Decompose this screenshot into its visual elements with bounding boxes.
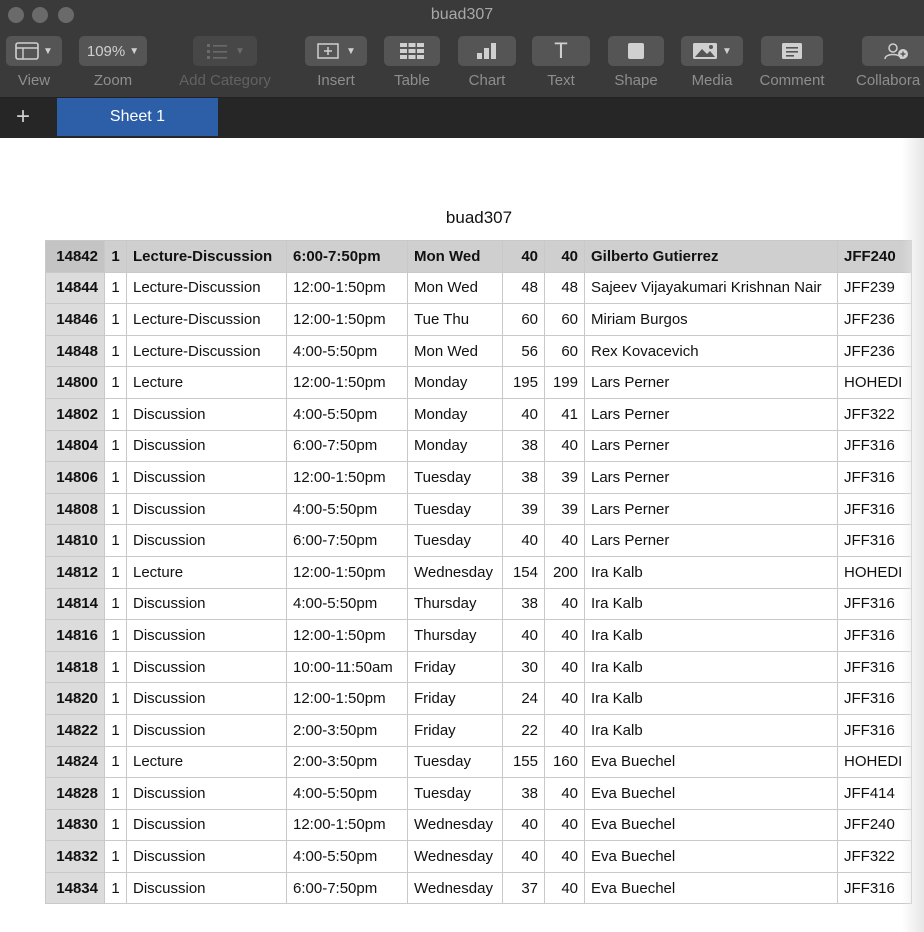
days-cell[interactable]: Friday bbox=[408, 683, 503, 715]
section-cell[interactable]: 14820 bbox=[46, 683, 105, 715]
seats-cell[interactable]: 60 bbox=[545, 335, 585, 367]
table-row[interactable] bbox=[46, 556, 912, 588]
units-cell[interactable]: 1 bbox=[105, 809, 127, 841]
time-cell[interactable]: 6:00-7:50pm bbox=[287, 872, 408, 904]
section-cell[interactable]: 14816 bbox=[46, 620, 105, 652]
table-row[interactable] bbox=[46, 620, 912, 652]
table-row[interactable] bbox=[46, 746, 912, 778]
type-cell[interactable]: Lecture-Discussion bbox=[127, 241, 287, 273]
seats-cell[interactable]: 40 bbox=[545, 588, 585, 620]
chevron-down-icon: ▼ bbox=[129, 45, 140, 57]
chevron-down-icon: ▼ bbox=[722, 45, 732, 57]
toolbar bbox=[0, 32, 924, 98]
canvas-edge-shadow bbox=[902, 138, 924, 932]
table-row[interactable] bbox=[46, 462, 912, 494]
list-icon bbox=[205, 42, 231, 60]
table-title[interactable]: buad307 bbox=[445, 208, 513, 227]
registered-cell[interactable]: 39 bbox=[503, 493, 545, 525]
time-cell[interactable]: 12:00-1:50pm bbox=[287, 556, 408, 588]
location-cell[interactable]: HOHEDI bbox=[838, 746, 912, 778]
days-cell[interactable]: Wednesday bbox=[408, 841, 503, 873]
type-cell[interactable]: Discussion bbox=[127, 809, 287, 841]
registered-cell[interactable]: 38 bbox=[503, 430, 545, 462]
location-cell[interactable]: JFF316 bbox=[838, 462, 912, 494]
type-cell[interactable]: Lecture bbox=[127, 556, 287, 588]
seats-cell[interactable]: 40 bbox=[545, 841, 585, 873]
chevron-down-icon: ▼ bbox=[346, 45, 356, 57]
units-cell[interactable]: 1 bbox=[105, 778, 127, 810]
time-cell[interactable]: 12:00-1:50pm bbox=[287, 367, 408, 399]
days-cell[interactable]: Friday bbox=[408, 651, 503, 683]
zoom-value: 109% bbox=[86, 42, 126, 60]
insert-tool[interactable] bbox=[304, 36, 368, 94]
time-cell[interactable]: 6:00-7:50pm bbox=[287, 430, 408, 462]
units-cell[interactable]: 1 bbox=[105, 335, 127, 367]
media-button[interactable] bbox=[681, 36, 743, 66]
type-cell[interactable]: Discussion bbox=[127, 525, 287, 557]
location-cell[interactable]: JFF316 bbox=[838, 525, 912, 557]
chart-icon bbox=[474, 42, 500, 60]
text-label: Text bbox=[547, 72, 575, 89]
units-cell[interactable]: 1 bbox=[105, 746, 127, 778]
section-cell[interactable]: 14808 bbox=[46, 493, 105, 525]
table-row[interactable] bbox=[46, 272, 912, 304]
units-cell[interactable]: 1 bbox=[105, 683, 127, 715]
units-cell[interactable]: 1 bbox=[105, 841, 127, 873]
days-cell[interactable]: Tuesday bbox=[408, 493, 503, 525]
type-cell[interactable]: Discussion bbox=[127, 620, 287, 652]
instructor-cell[interactable]: Miriam Burgos bbox=[585, 304, 838, 336]
insert-button[interactable] bbox=[305, 36, 367, 66]
days-cell[interactable]: Tuesday bbox=[408, 746, 503, 778]
registered-cell[interactable]: 37 bbox=[503, 872, 545, 904]
days-cell[interactable]: Tuesday bbox=[408, 778, 503, 810]
units-cell[interactable]: 1 bbox=[105, 398, 127, 430]
table-icon bbox=[399, 42, 425, 60]
add-category-button[interactable] bbox=[193, 36, 257, 66]
days-cell[interactable]: Tuesday bbox=[408, 525, 503, 557]
units-cell[interactable]: 1 bbox=[105, 367, 127, 399]
days-cell[interactable]: Wednesday bbox=[408, 809, 503, 841]
instructor-cell[interactable]: Gilberto Gutierrez bbox=[585, 241, 838, 273]
table-row[interactable] bbox=[46, 588, 912, 620]
section-cell[interactable]: 14810 bbox=[46, 525, 105, 557]
chart-button[interactable] bbox=[458, 36, 516, 66]
type-cell[interactable]: Discussion bbox=[127, 872, 287, 904]
table-row[interactable] bbox=[46, 683, 912, 715]
location-cell[interactable]: JFF316 bbox=[838, 430, 912, 462]
time-cell[interactable]: 4:00-5:50pm bbox=[287, 841, 408, 873]
seats-cell[interactable]: 200 bbox=[545, 556, 585, 588]
type-cell[interactable]: Discussion bbox=[127, 841, 287, 873]
instructor-cell[interactable]: Sajeev Vijayakumari Krishnan Nair bbox=[585, 272, 838, 304]
location-cell[interactable]: JFF240 bbox=[838, 809, 912, 841]
type-cell[interactable]: Lecture bbox=[127, 367, 287, 399]
section-cell[interactable]: 14842 bbox=[46, 241, 105, 273]
registered-cell[interactable]: 40 bbox=[503, 525, 545, 557]
collaborate-label: Collabora bbox=[856, 72, 921, 89]
registered-cell[interactable]: 24 bbox=[503, 683, 545, 715]
table-row[interactable] bbox=[46, 778, 912, 810]
units-cell[interactable]: 1 bbox=[105, 588, 127, 620]
media-label: Media bbox=[691, 72, 733, 89]
section-cell[interactable]: 14846 bbox=[46, 304, 105, 336]
sheet-canvas bbox=[0, 138, 924, 932]
text-icon: T bbox=[554, 38, 568, 63]
location-cell[interactable]: JFF316 bbox=[838, 651, 912, 683]
instructor-cell[interactable]: Ira Kalb bbox=[585, 588, 838, 620]
units-cell[interactable]: 1 bbox=[105, 272, 127, 304]
seats-cell[interactable]: 41 bbox=[545, 398, 585, 430]
insert-icon bbox=[316, 42, 342, 60]
registered-cell[interactable]: 195 bbox=[503, 367, 545, 399]
units-cell[interactable]: 1 bbox=[105, 462, 127, 494]
seats-cell[interactable]: 48 bbox=[545, 272, 585, 304]
collaborate-button[interactable] bbox=[862, 36, 924, 66]
text-tool[interactable] bbox=[530, 36, 592, 94]
type-cell[interactable]: Discussion bbox=[127, 398, 287, 430]
chevron-down-icon: ▼ bbox=[235, 45, 245, 57]
table-row[interactable] bbox=[46, 398, 912, 430]
time-cell[interactable]: 4:00-5:50pm bbox=[287, 493, 408, 525]
type-cell[interactable]: Lecture-Discussion bbox=[127, 304, 287, 336]
location-cell[interactable]: JFF316 bbox=[838, 872, 912, 904]
time-cell[interactable]: 4:00-5:50pm bbox=[287, 398, 408, 430]
time-cell[interactable]: 6:00-7:50pm bbox=[287, 241, 408, 273]
seats-cell[interactable]: 40 bbox=[545, 683, 585, 715]
section-cell[interactable]: 14800 bbox=[46, 367, 105, 399]
registered-cell[interactable]: 60 bbox=[503, 304, 545, 336]
instructor-cell[interactable]: Eva Buechel bbox=[585, 778, 838, 810]
time-cell[interactable]: 12:00-1:50pm bbox=[287, 809, 408, 841]
instructor-cell[interactable]: Lars Perner bbox=[585, 398, 838, 430]
days-cell[interactable]: Mon Wed bbox=[408, 241, 503, 273]
type-cell[interactable]: Discussion bbox=[127, 430, 287, 462]
seats-cell[interactable]: 40 bbox=[545, 778, 585, 810]
time-cell[interactable]: 12:00-1:50pm bbox=[287, 620, 408, 652]
time-cell[interactable]: 2:00-3:50pm bbox=[287, 714, 408, 746]
comment-tool[interactable] bbox=[754, 36, 830, 94]
location-cell[interactable]: JFF316 bbox=[838, 714, 912, 746]
instructor-cell[interactable]: Eva Buechel bbox=[585, 746, 838, 778]
type-cell[interactable]: Discussion bbox=[127, 588, 287, 620]
type-cell[interactable]: Lecture-Discussion bbox=[127, 272, 287, 304]
section-cell[interactable]: 14804 bbox=[46, 430, 105, 462]
seats-cell[interactable]: 199 bbox=[545, 367, 585, 399]
location-cell[interactable]: JFF316 bbox=[838, 493, 912, 525]
units-cell[interactable]: 1 bbox=[105, 714, 127, 746]
data-table[interactable] bbox=[45, 240, 912, 904]
window-title: buad307 bbox=[430, 6, 494, 23]
registered-cell[interactable]: 40 bbox=[503, 809, 545, 841]
shape-button[interactable] bbox=[608, 36, 664, 66]
instructor-cell[interactable]: Ira Kalb bbox=[585, 683, 838, 715]
section-cell[interactable]: 14824 bbox=[46, 746, 105, 778]
instructor-cell[interactable]: Eva Buechel bbox=[585, 841, 838, 873]
section-cell[interactable]: 14832 bbox=[46, 841, 105, 873]
zoom-label: Zoom bbox=[93, 72, 133, 89]
chevron-down-icon: ▼ bbox=[43, 45, 53, 57]
shape-label: Shape bbox=[614, 72, 658, 89]
table-row[interactable] bbox=[46, 367, 912, 399]
time-cell[interactable]: 12:00-1:50pm bbox=[287, 272, 408, 304]
table-row[interactable] bbox=[46, 872, 912, 904]
section-cell[interactable]: 14818 bbox=[46, 651, 105, 683]
instructor-cell[interactable]: Ira Kalb bbox=[585, 620, 838, 652]
table-tool[interactable] bbox=[382, 36, 442, 94]
seats-cell[interactable]: 40 bbox=[545, 872, 585, 904]
location-cell[interactable]: JFF236 bbox=[838, 304, 912, 336]
units-cell[interactable]: 1 bbox=[105, 304, 127, 336]
view-label: View bbox=[17, 72, 51, 89]
text-button[interactable] bbox=[532, 36, 590, 66]
time-cell[interactable]: 4:00-5:50pm bbox=[287, 335, 408, 367]
type-cell[interactable]: Discussion bbox=[127, 493, 287, 525]
collaborate-icon bbox=[882, 42, 910, 60]
days-cell[interactable]: Mon Wed bbox=[408, 335, 503, 367]
section-cell[interactable]: 14834 bbox=[46, 872, 105, 904]
days-cell[interactable]: Thursday bbox=[408, 588, 503, 620]
units-cell[interactable]: 1 bbox=[105, 430, 127, 462]
instructor-cell[interactable]: Lars Perner bbox=[585, 462, 838, 494]
registered-cell[interactable]: 40 bbox=[503, 620, 545, 652]
square-shape-icon bbox=[626, 42, 646, 60]
header-row[interactable] bbox=[46, 241, 912, 273]
section-cell[interactable]: 14802 bbox=[46, 398, 105, 430]
section-cell[interactable]: 14822 bbox=[46, 714, 105, 746]
location-cell[interactable]: JFF236 bbox=[838, 335, 912, 367]
registered-cell[interactable]: 38 bbox=[503, 462, 545, 494]
registered-cell[interactable]: 155 bbox=[503, 746, 545, 778]
days-cell[interactable]: Monday bbox=[408, 398, 503, 430]
seats-cell[interactable]: 40 bbox=[545, 241, 585, 273]
view-tool[interactable] bbox=[4, 36, 64, 94]
instructor-cell[interactable]: Rex Kovacevich bbox=[585, 335, 838, 367]
seats-cell[interactable]: 40 bbox=[545, 714, 585, 746]
instructor-cell[interactable]: Lars Perner bbox=[585, 493, 838, 525]
time-cell[interactable]: 12:00-1:50pm bbox=[287, 462, 408, 494]
type-cell[interactable]: Discussion bbox=[127, 778, 287, 810]
units-cell[interactable]: 1 bbox=[105, 525, 127, 557]
table-row[interactable] bbox=[46, 430, 912, 462]
insert-label: Insert bbox=[317, 72, 355, 89]
add-category-label: Add Category bbox=[179, 72, 271, 89]
type-cell[interactable]: Lecture bbox=[127, 746, 287, 778]
type-cell[interactable]: Discussion bbox=[127, 462, 287, 494]
units-cell[interactable]: 1 bbox=[105, 651, 127, 683]
location-cell[interactable]: JFF322 bbox=[838, 398, 912, 430]
type-cell[interactable]: Discussion bbox=[127, 683, 287, 715]
table-row[interactable] bbox=[46, 714, 912, 746]
media-tool[interactable] bbox=[680, 36, 744, 94]
seats-cell[interactable]: 160 bbox=[545, 746, 585, 778]
seats-cell[interactable]: 40 bbox=[545, 620, 585, 652]
add-sheet-button[interactable]: + bbox=[15, 103, 30, 130]
days-cell[interactable]: Wednesday bbox=[408, 556, 503, 588]
days-cell[interactable]: Tue Thu bbox=[408, 304, 503, 336]
registered-cell[interactable]: 40 bbox=[503, 841, 545, 873]
location-cell[interactable]: HOHEDI bbox=[838, 556, 912, 588]
days-cell[interactable]: Mon Wed bbox=[408, 272, 503, 304]
time-cell[interactable]: 6:00-7:50pm bbox=[287, 525, 408, 557]
registered-cell[interactable]: 40 bbox=[503, 398, 545, 430]
location-cell[interactable]: JFF316 bbox=[838, 588, 912, 620]
type-cell[interactable]: Lecture-Discussion bbox=[127, 335, 287, 367]
section-cell[interactable]: 14848 bbox=[46, 335, 105, 367]
instructor-cell[interactable]: Lars Perner bbox=[585, 430, 838, 462]
instructor-cell[interactable]: Ira Kalb bbox=[585, 651, 838, 683]
instructor-cell[interactable]: Ira Kalb bbox=[585, 556, 838, 588]
comment-button[interactable] bbox=[761, 36, 823, 66]
time-cell[interactable]: 2:00-3:50pm bbox=[287, 746, 408, 778]
instructor-cell[interactable]: Eva Buechel bbox=[585, 872, 838, 904]
table-row[interactable] bbox=[46, 525, 912, 557]
sheet-tab-bar bbox=[0, 98, 924, 138]
section-cell[interactable]: 14806 bbox=[46, 462, 105, 494]
days-cell[interactable]: Wednesday bbox=[408, 872, 503, 904]
tab-sheet-1[interactable]: Sheet 1 bbox=[57, 98, 218, 136]
table-row[interactable] bbox=[46, 809, 912, 841]
seats-cell[interactable]: 40 bbox=[545, 430, 585, 462]
days-cell[interactable]: Tuesday bbox=[408, 462, 503, 494]
add-category-tool[interactable] bbox=[170, 36, 280, 94]
shape-tool[interactable] bbox=[606, 36, 666, 94]
time-cell[interactable]: 4:00-5:50pm bbox=[287, 588, 408, 620]
table-button[interactable] bbox=[384, 36, 440, 66]
comment-icon bbox=[781, 42, 803, 60]
days-cell[interactable]: Thursday bbox=[408, 620, 503, 652]
units-cell[interactable]: 1 bbox=[105, 556, 127, 588]
registered-cell[interactable]: 22 bbox=[503, 714, 545, 746]
chart-label: Chart bbox=[468, 72, 506, 89]
instructor-cell[interactable]: Ira Kalb bbox=[585, 714, 838, 746]
time-cell[interactable]: 12:00-1:50pm bbox=[287, 304, 408, 336]
image-icon bbox=[692, 42, 718, 60]
days-cell[interactable]: Monday bbox=[408, 430, 503, 462]
seats-cell[interactable]: 40 bbox=[545, 651, 585, 683]
type-cell[interactable]: Discussion bbox=[127, 651, 287, 683]
table-row[interactable] bbox=[46, 493, 912, 525]
registered-cell[interactable]: 154 bbox=[503, 556, 545, 588]
collaborate-tool[interactable] bbox=[852, 36, 924, 94]
title-bar bbox=[0, 0, 924, 32]
units-cell[interactable]: 1 bbox=[105, 493, 127, 525]
instructor-cell[interactable]: Lars Perner bbox=[585, 525, 838, 557]
units-cell[interactable]: 1 bbox=[105, 872, 127, 904]
location-cell[interactable]: JFF414 bbox=[838, 778, 912, 810]
location-cell[interactable]: JFF239 bbox=[838, 272, 912, 304]
registered-cell[interactable]: 48 bbox=[503, 272, 545, 304]
zoom-select[interactable] bbox=[79, 36, 147, 66]
registered-cell[interactable]: 40 bbox=[503, 241, 545, 273]
comment-label: Comment bbox=[759, 72, 825, 89]
seats-cell[interactable]: 39 bbox=[545, 493, 585, 525]
table-row[interactable] bbox=[46, 651, 912, 683]
time-cell[interactable]: 4:00-5:50pm bbox=[287, 778, 408, 810]
type-cell[interactable]: Discussion bbox=[127, 714, 287, 746]
location-cell[interactable]: HOHEDI bbox=[838, 367, 912, 399]
registered-cell[interactable]: 38 bbox=[503, 588, 545, 620]
seats-cell[interactable]: 40 bbox=[545, 809, 585, 841]
table-row[interactable] bbox=[46, 304, 912, 336]
zoom-tool[interactable] bbox=[78, 36, 148, 94]
registered-cell[interactable]: 38 bbox=[503, 778, 545, 810]
registered-cell[interactable]: 56 bbox=[503, 335, 545, 367]
time-cell[interactable]: 10:00-11:50am bbox=[287, 651, 408, 683]
instructor-cell[interactable]: Lars Perner bbox=[585, 367, 838, 399]
location-cell[interactable]: JFF316 bbox=[838, 620, 912, 652]
days-cell[interactable]: Friday bbox=[408, 714, 503, 746]
sidebar-icon bbox=[15, 42, 39, 60]
chart-tool[interactable] bbox=[456, 36, 518, 94]
section-cell[interactable]: 14812 bbox=[46, 556, 105, 588]
location-cell[interactable]: JFF322 bbox=[838, 841, 912, 873]
section-cell[interactable]: 14814 bbox=[46, 588, 105, 620]
instructor-cell[interactable]: Eva Buechel bbox=[585, 809, 838, 841]
table-row[interactable] bbox=[46, 841, 912, 873]
section-cell[interactable]: 14828 bbox=[46, 778, 105, 810]
table-row[interactable] bbox=[46, 335, 912, 367]
table-label: Table bbox=[394, 72, 430, 89]
registered-cell[interactable]: 30 bbox=[503, 651, 545, 683]
location-cell[interactable]: JFF316 bbox=[838, 683, 912, 715]
time-cell[interactable]: 12:00-1:50pm bbox=[287, 683, 408, 715]
section-cell[interactable]: 14830 bbox=[46, 809, 105, 841]
seats-cell[interactable]: 39 bbox=[545, 462, 585, 494]
view-button[interactable] bbox=[6, 36, 62, 66]
units-cell[interactable]: 1 bbox=[105, 241, 127, 273]
seats-cell[interactable]: 60 bbox=[545, 304, 585, 336]
units-cell[interactable]: 1 bbox=[105, 620, 127, 652]
location-cell[interactable]: JFF240 bbox=[838, 241, 912, 273]
days-cell[interactable]: Monday bbox=[408, 367, 503, 399]
section-cell[interactable]: 14844 bbox=[46, 272, 105, 304]
seats-cell[interactable]: 40 bbox=[545, 525, 585, 557]
